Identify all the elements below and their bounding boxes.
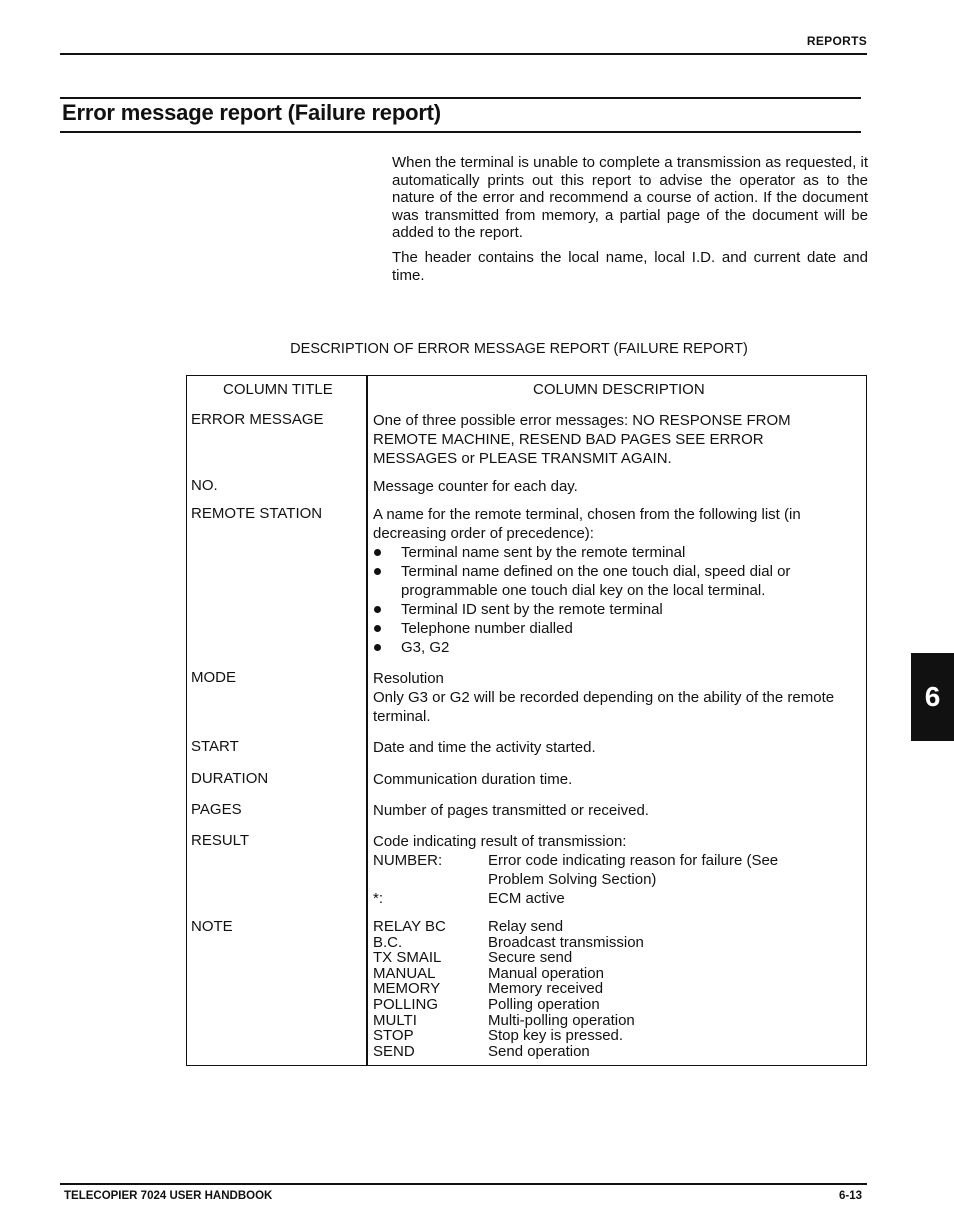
column-title-header: COLUMN TITLE (223, 381, 333, 398)
column-divider (366, 376, 368, 1065)
note-code-row (373, 1028, 853, 1044)
header-rule (60, 53, 867, 55)
row-title-mode: MODE (191, 669, 236, 686)
page-number: 6-13 (838, 1190, 862, 1202)
row-desc-no: Message counter for each day. (373, 478, 578, 495)
row-title-note: NOTE (191, 918, 233, 935)
remote-station-list (373, 543, 853, 657)
result-code-row (373, 851, 853, 889)
list-item: Terminal name sent by the remote terminal (373, 543, 853, 562)
row-desc-note (373, 919, 853, 1059)
mode-line-1: Resolution (373, 670, 444, 687)
code-label: MEMORY (373, 980, 441, 998)
row-title-no: NO. (191, 477, 218, 494)
code-meaning: ECM active (488, 890, 565, 907)
page-title: Error message report (Failure report) (62, 100, 441, 125)
row-title-duration: DURATION (191, 770, 269, 787)
intro-paragraph-1: When the terminal is unable to complete a transmission as requested, it automatically prints out this report to advise the operator as to the nature of the error and recommend a course of action. If the document was transmitted from memory, a partial page of the document will be added to the report. (392, 154, 868, 241)
code-meaning: Broadcast transmission (488, 933, 644, 951)
result-intro: Code indicating result of transmission: (373, 833, 627, 850)
list-item: G3, G2 (373, 638, 853, 657)
row-desc-result (373, 832, 853, 908)
list-item: Terminal name defined on the one touch dial, speed dial or programmable one touch dial key on the local terminal. (373, 562, 831, 600)
code-label: MULTI (373, 1011, 417, 1029)
row-title-result: RESULT (191, 832, 250, 849)
code-label: SEND (373, 1042, 415, 1060)
code-meaning: Memory received (488, 980, 604, 998)
row-desc-remote-station (373, 505, 853, 657)
code-meaning: Relay send (488, 918, 564, 935)
list-item: Terminal ID sent by the remote terminal (373, 600, 853, 619)
note-code-row (373, 997, 853, 1013)
code-meaning: Multi-polling operation (488, 1011, 635, 1029)
row-title-pages: PAGES (191, 801, 242, 818)
table-caption: DESCRIPTION OF ERROR MESSAGE REPORT (FAILURE REPORT) (290, 341, 748, 357)
section-label: REPORTS (806, 34, 867, 48)
row-desc-start: Date and time the activity started. (373, 739, 596, 756)
note-code-row (373, 966, 853, 982)
row-desc-mode (373, 669, 838, 726)
code-meaning: Send operation (488, 1042, 590, 1060)
note-code-row (373, 1044, 853, 1060)
remote-station-intro: A name for the remote terminal, chosen from the following list (in decreasing order of precedence): (373, 506, 801, 542)
footer-rule (60, 1183, 867, 1185)
code-label: RELAY BC (373, 918, 446, 935)
title-top-rule (60, 97, 861, 99)
code-label: MANUAL (373, 964, 436, 982)
code-label: POLLING (373, 995, 439, 1013)
mode-line-2: Only G3 or G2 will be recorded depending on the ability of the remote terminal. (373, 689, 835, 725)
code-label: TX SMAIL (373, 949, 442, 967)
row-desc-pages: Number of pages transmitted or received. (373, 802, 649, 819)
row-title-remote-station: REMOTE STATION (191, 505, 323, 522)
note-code-row (373, 950, 853, 966)
code-meaning: Polling operation (488, 995, 600, 1013)
note-code-row (373, 981, 853, 997)
code-label: B.C. (373, 933, 403, 951)
title-bottom-rule (60, 131, 861, 133)
code-label: STOP (373, 1027, 414, 1045)
list-item: Telephone number dialled (373, 619, 853, 638)
note-code-row (373, 935, 853, 951)
code-meaning: Error code indicating reason for failure (See Problem Solving Section) (488, 852, 779, 888)
intro-paragraph-2: The header contains the local name, local I.D. and current date and time. (392, 249, 868, 284)
result-code-row (373, 889, 853, 908)
code-label: NUMBER: (373, 852, 443, 869)
code-label: *: (373, 890, 384, 907)
code-meaning: Manual operation (488, 964, 604, 982)
chapter-tab: 6 (911, 653, 954, 741)
code-meaning: Secure send (488, 949, 573, 967)
column-description-header: COLUMN DESCRIPTION (533, 381, 705, 398)
description-table (186, 375, 867, 1066)
row-title-error-message: ERROR MESSAGE (191, 411, 324, 428)
note-code-row (373, 1013, 853, 1029)
code-meaning: Stop key is pressed. (488, 1027, 624, 1045)
row-title-start: START (191, 738, 239, 755)
note-code-row (373, 919, 853, 935)
row-desc-duration: Communication duration time. (373, 771, 573, 788)
footer-handbook-title: TELECOPIER 7024 USER HANDBOOK (64, 1190, 273, 1202)
row-desc-error-message: One of three possible error messages: NO RESPONSE FROM REMOTE MACHINE, RESEND BAD PAGES SEE ERROR MESSAGES or PLEASE TRANSMIT AGAIN. (373, 412, 791, 467)
